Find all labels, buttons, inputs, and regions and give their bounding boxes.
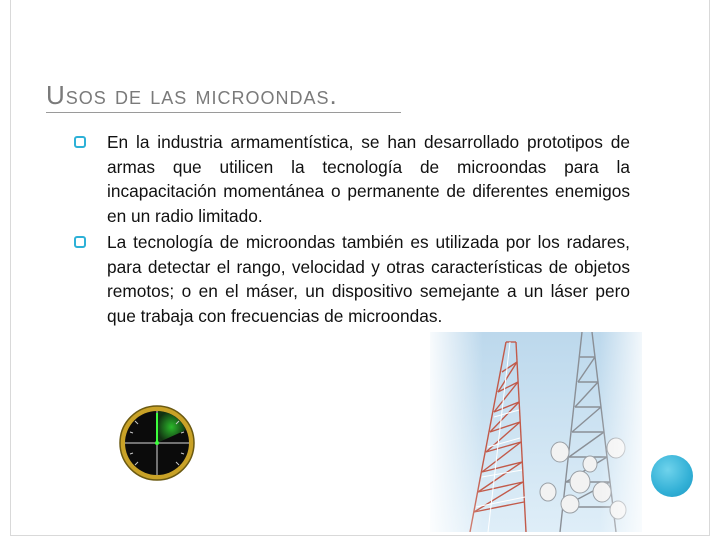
decorative-circle — [651, 455, 693, 497]
bullet-item-radar — [74, 230, 630, 328]
radar-screen-icon — [118, 404, 196, 482]
bullet-marker-icon — [74, 136, 86, 148]
slide-title: Usos de las microondas. — [46, 80, 338, 110]
bullet-text: La tecnología de microondas también es utilizada por los radares, para detectar el rango, velocidad y otras características de objetos remotos; o en el máser, un dispositivo semejante a un láser pero que trabaja con frecuencias de microondas. — [107, 232, 630, 326]
antenna-towers-photo — [430, 332, 642, 532]
bullet-list — [74, 130, 630, 330]
bullet-marker-icon — [74, 236, 86, 248]
bullet-text: En la industria armamentística, se han desarrollado prototipos de armas que utilicen la tecnología de microondas para la incapacitación momentánea o permanente de diferentes enemigos en un radio limitado. — [107, 132, 630, 226]
title-underline — [46, 112, 401, 113]
bullet-item-weapons — [74, 130, 630, 228]
